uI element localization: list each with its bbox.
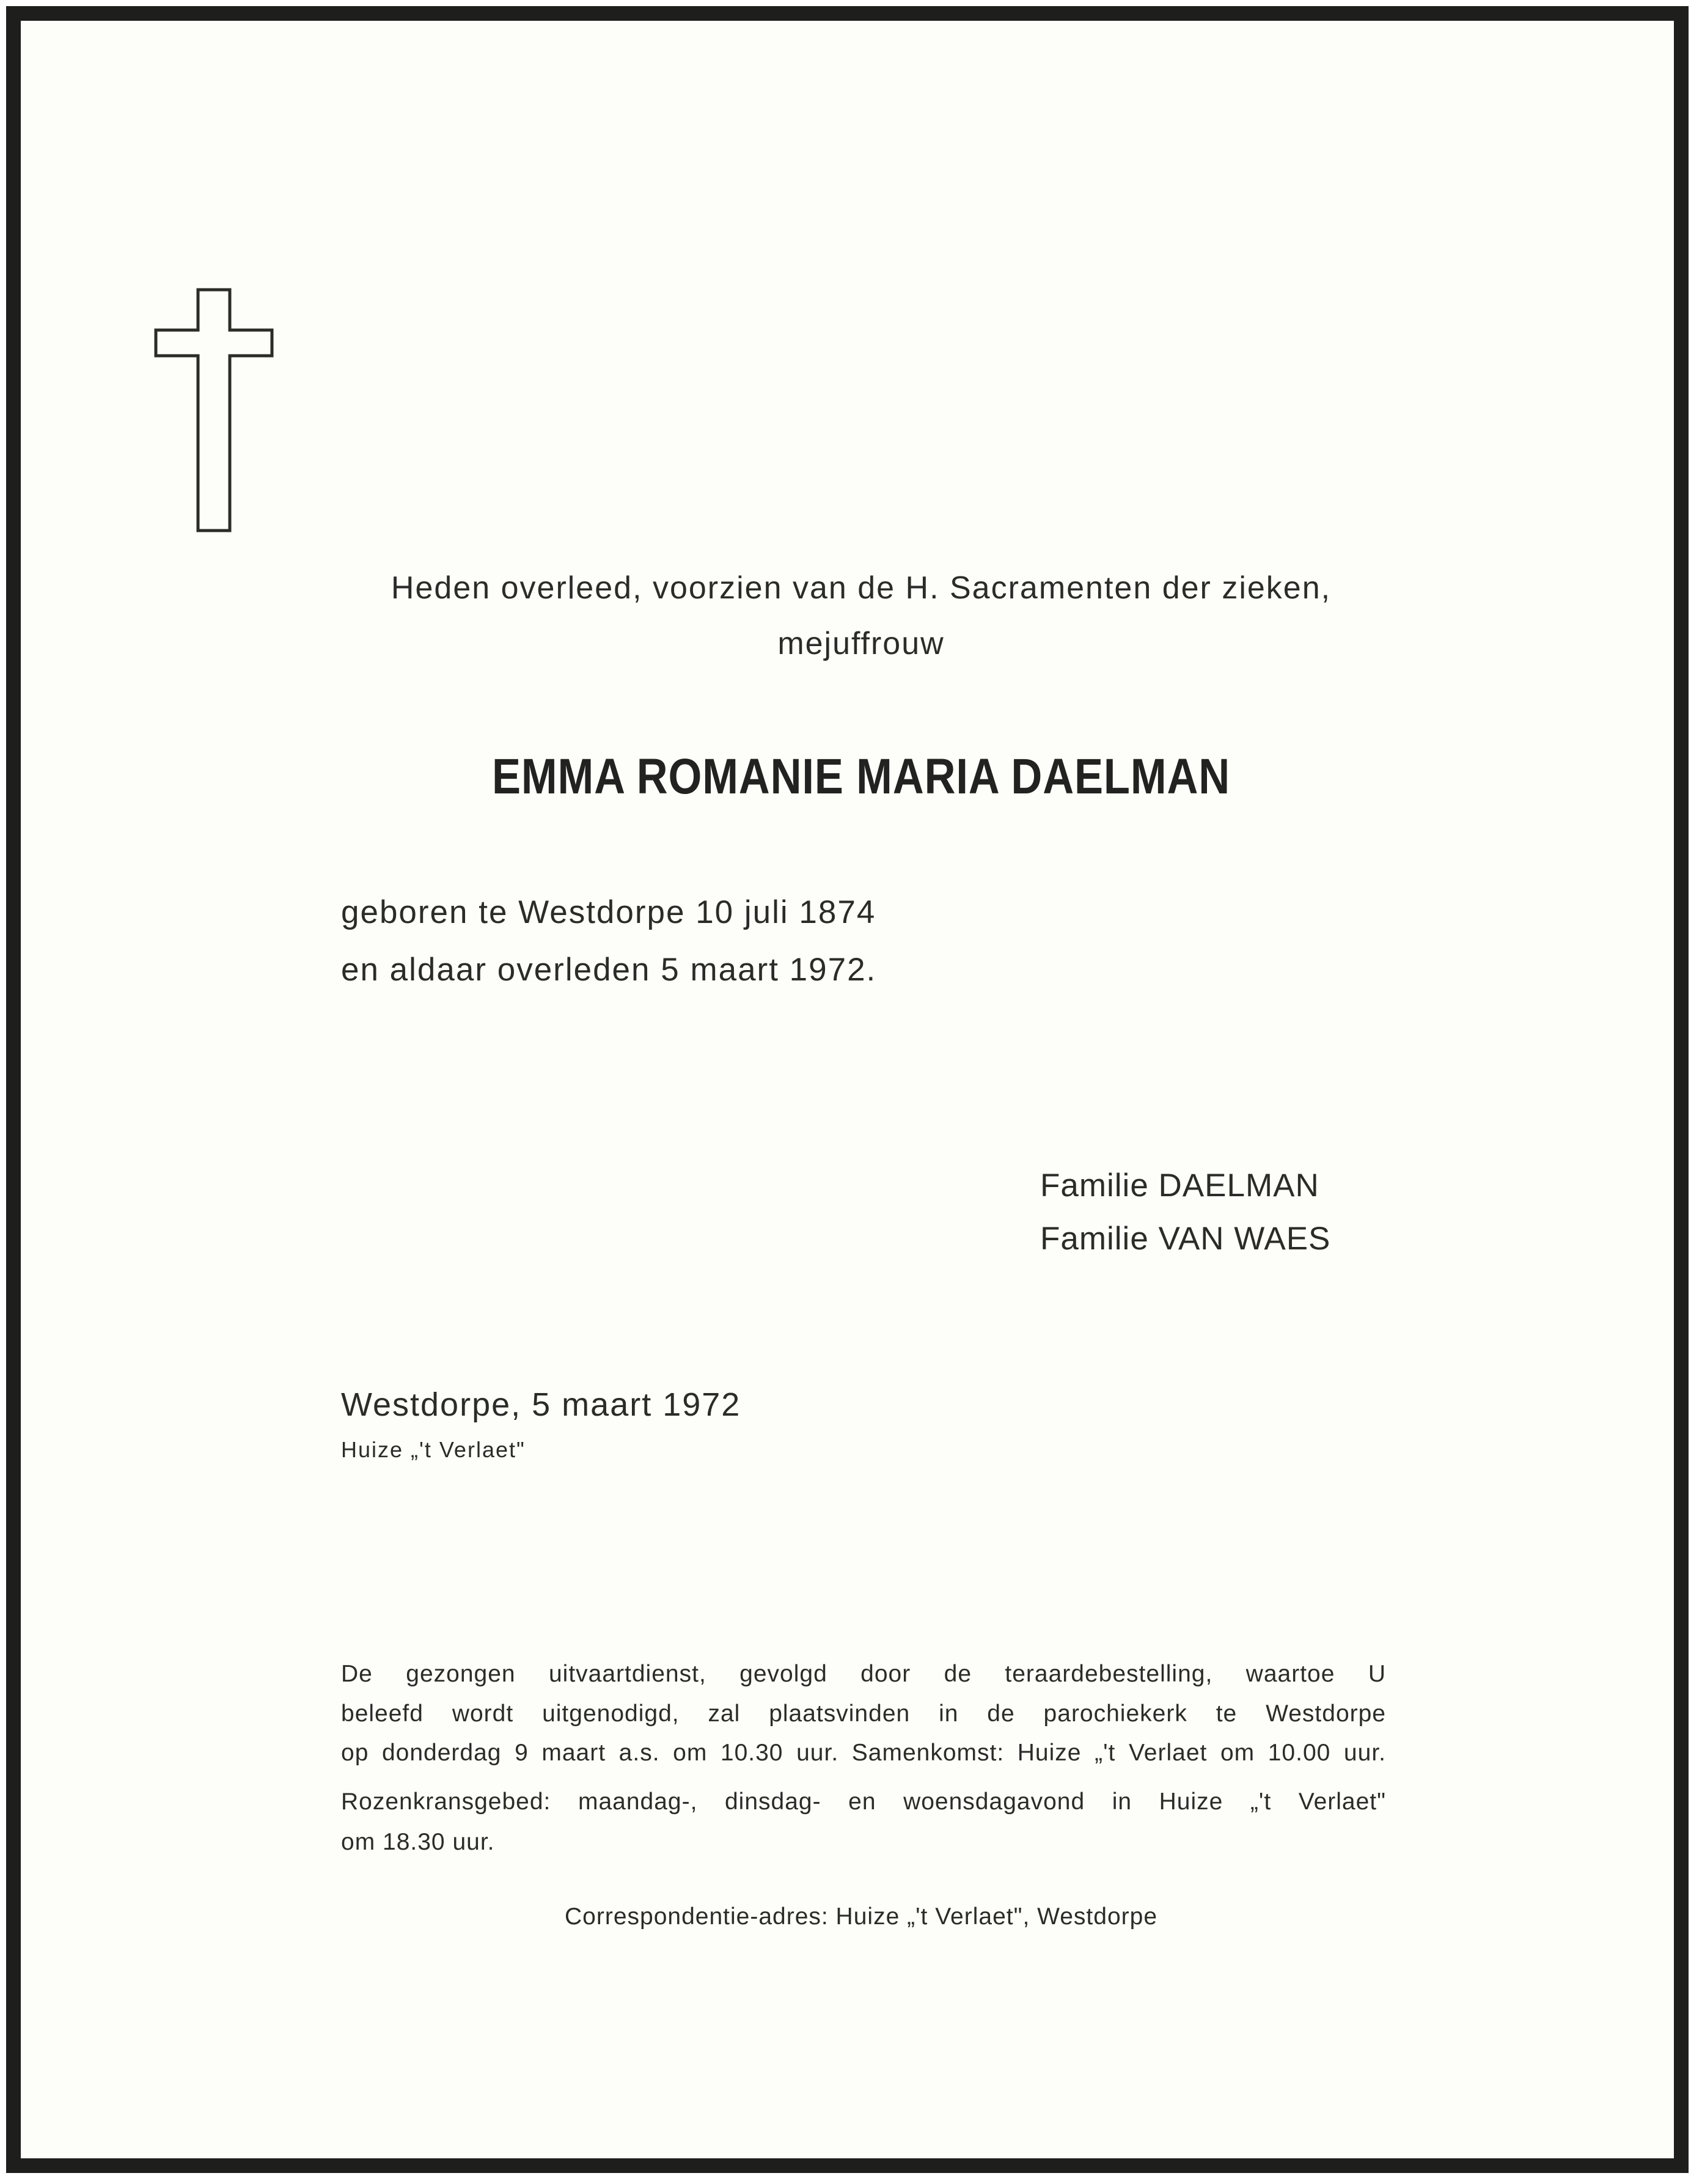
funeral-line-2: beleefd wordt uitgenodigd, zal plaatsvinden in de parochiekerk te Westdorpe: [341, 1701, 1386, 1727]
deceased-name: EMMA ROMANIE MARIA DAELMAN: [491, 749, 1231, 804]
funeral-line-1: De gezongen uitvaartdienst, gevolgd door de teraardebestelling, waartoe U: [341, 1661, 1386, 1687]
funeral-line-3: op donderdag 9 maart a.s. om 10.30 uur. Samenkomst: Huize „'t Verlaet om 10.00 uur.: [341, 1740, 1386, 1766]
intro-line-1: Heden overleed, voorzien van de H. Sacramenten der zieken,: [391, 570, 1332, 606]
birth-line: geboren te Westdorpe 10 juli 1874: [341, 894, 876, 930]
house-name: Huize „'t Verlaet": [341, 1437, 526, 1462]
family-line-1: Familie DAELMAN: [1040, 1167, 1319, 1204]
rosary-line-2: om 18.30 uur.: [341, 1829, 495, 1855]
place-date: Westdorpe, 5 maart 1972: [341, 1386, 741, 1423]
death-line: en aldaar overleden 5 maart 1972.: [341, 952, 877, 988]
cross-icon: [154, 288, 274, 532]
family-line-2: Familie VAN WAES: [1040, 1221, 1331, 1257]
correspondence-address: Correspondentie-adres: Huize „'t Verlaet", Westdorpe: [564, 1903, 1158, 1930]
mourning-card: [6, 6, 1689, 2173]
intro-line-2: mejuffrouw: [777, 626, 945, 661]
rosary-line-1: Rozenkransgebed: maandag-, dinsdag- en woensdagavond in Huize „'t Verlaet": [341, 1789, 1386, 1815]
